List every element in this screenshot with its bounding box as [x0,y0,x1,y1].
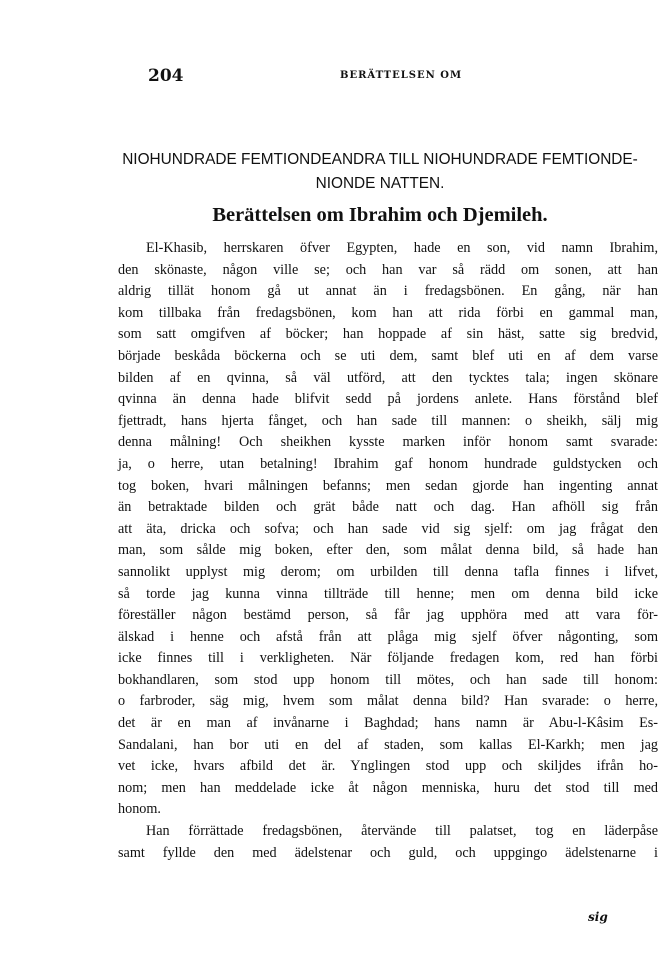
text-line: att äta, dricka och sofva; och han sade vid sig sjelf: om jag frågat den [118,520,658,537]
text-line: vet icke, hvars afbild det är. Ynglingen stod upp och skiljdes ifrån ho- [118,758,658,775]
signature-mark: sig [588,910,608,924]
body-text [118,238,658,864]
text-line: så torde jag kunna vinna tillträde till henne; men om denna bild icke [118,585,658,602]
story-title: Berättelsen om Ibrahim och Djemileh. [212,204,548,226]
text-line: o farbroder, säg mig, hvem som målat denna bild? Han svarade: o herre, [118,693,658,710]
text-line: samt fyllde den med ädelstenar och guld, och uppgingo ädelstenarne i [118,844,658,861]
text-line: icke finnes till i verkligheten. När följande fredagen kom, red han förbi [118,650,658,667]
page-number: 204 [148,66,184,86]
text-line: sannolikt upplyst mig derom; om urbilden till denna tafla finnes i lifvet, [118,563,658,580]
text-line: började beskåda böckerna och se uti dem, samt blef uti en af dem varse [118,347,658,364]
text-line: aldrig tillät honom gå ut annat än i fredagsbönen. En gång, när han [118,283,658,300]
text-line: tog boken, hvari målningen befanns; men sedan gjorde han ingenting annat [118,477,658,494]
text-line: qvinna än denna hade blifvit sedd på jordens anlete. Hans förstånd blef [118,391,658,408]
text-line: det är en man af invånarne i Baghdad; hans namn är Abu-l-Kâsim Es- [118,715,658,732]
text-line: den skönaste, någon ville se; och han var så rädd om sonen, att han [118,261,658,278]
text-line: föreställer någon bestämd person, så får jag upphöra med att vara för- [118,607,658,624]
night-heading-line: NIONDE NATTEN. [315,175,445,192]
text-line: än betraktade bilden och grät både natt och dag. Han afhöll sig från [118,499,658,516]
text-line: man, som sålde mig boken, efter den, som målat denna bild, så hade han [118,542,658,559]
text-line: älskad i henne och afstå från att plåga mig sjelf öfver någonting, som [118,628,658,645]
night-heading [110,148,650,196]
text-line: bokhandlaren, som stod upp honom till mötes, och han sade till honom: [118,671,658,688]
text-line: fjettradt, hans hjerta fånget, och han sade till mannen: o sheikh, sälj mig [118,412,658,429]
text-line: Sandalani, han bor uti en del af staden, som kallas El-Karkh; men jag [118,736,658,753]
text-line: El-Khasib, herrskaren öfver Egypten, hade en son, vid namn Ibrahim, [146,240,658,256]
text-line: bilden af en qvinna, så väl utförd, att den tycktes tala; ingen skönare [118,369,658,386]
text-line: ja, o herre, utan betalning! Ibrahim gaf honom hundrade guldstycken och [118,455,658,472]
text-line: kom tillbaka från fredagsbönen, kom han att rida förbi en gammal man, [118,304,658,321]
text-line: denna målning! Och sheikhen kysste marken inför honom samt svarade: [118,434,658,451]
running-title: BERÄTTELSEN OM [340,70,463,81]
text-line: Han förrättade fredagsbönen, återvände till palatset, tog en läderpåse [146,823,658,840]
text-line: honom. [118,801,161,818]
text-line: nom; men han meddelade icke åt någon menniska, huru det stod till med [118,779,658,796]
text-line: som satt omgifven af böcker; han hoppade af sin häst, satte sig bredvid, [118,326,658,343]
night-heading-line: NIOHUNDRADE FEMTIONDEANDRA TILL NIOHUNDRADE FEMTIONDE- [122,151,638,168]
page-header [148,66,468,86]
